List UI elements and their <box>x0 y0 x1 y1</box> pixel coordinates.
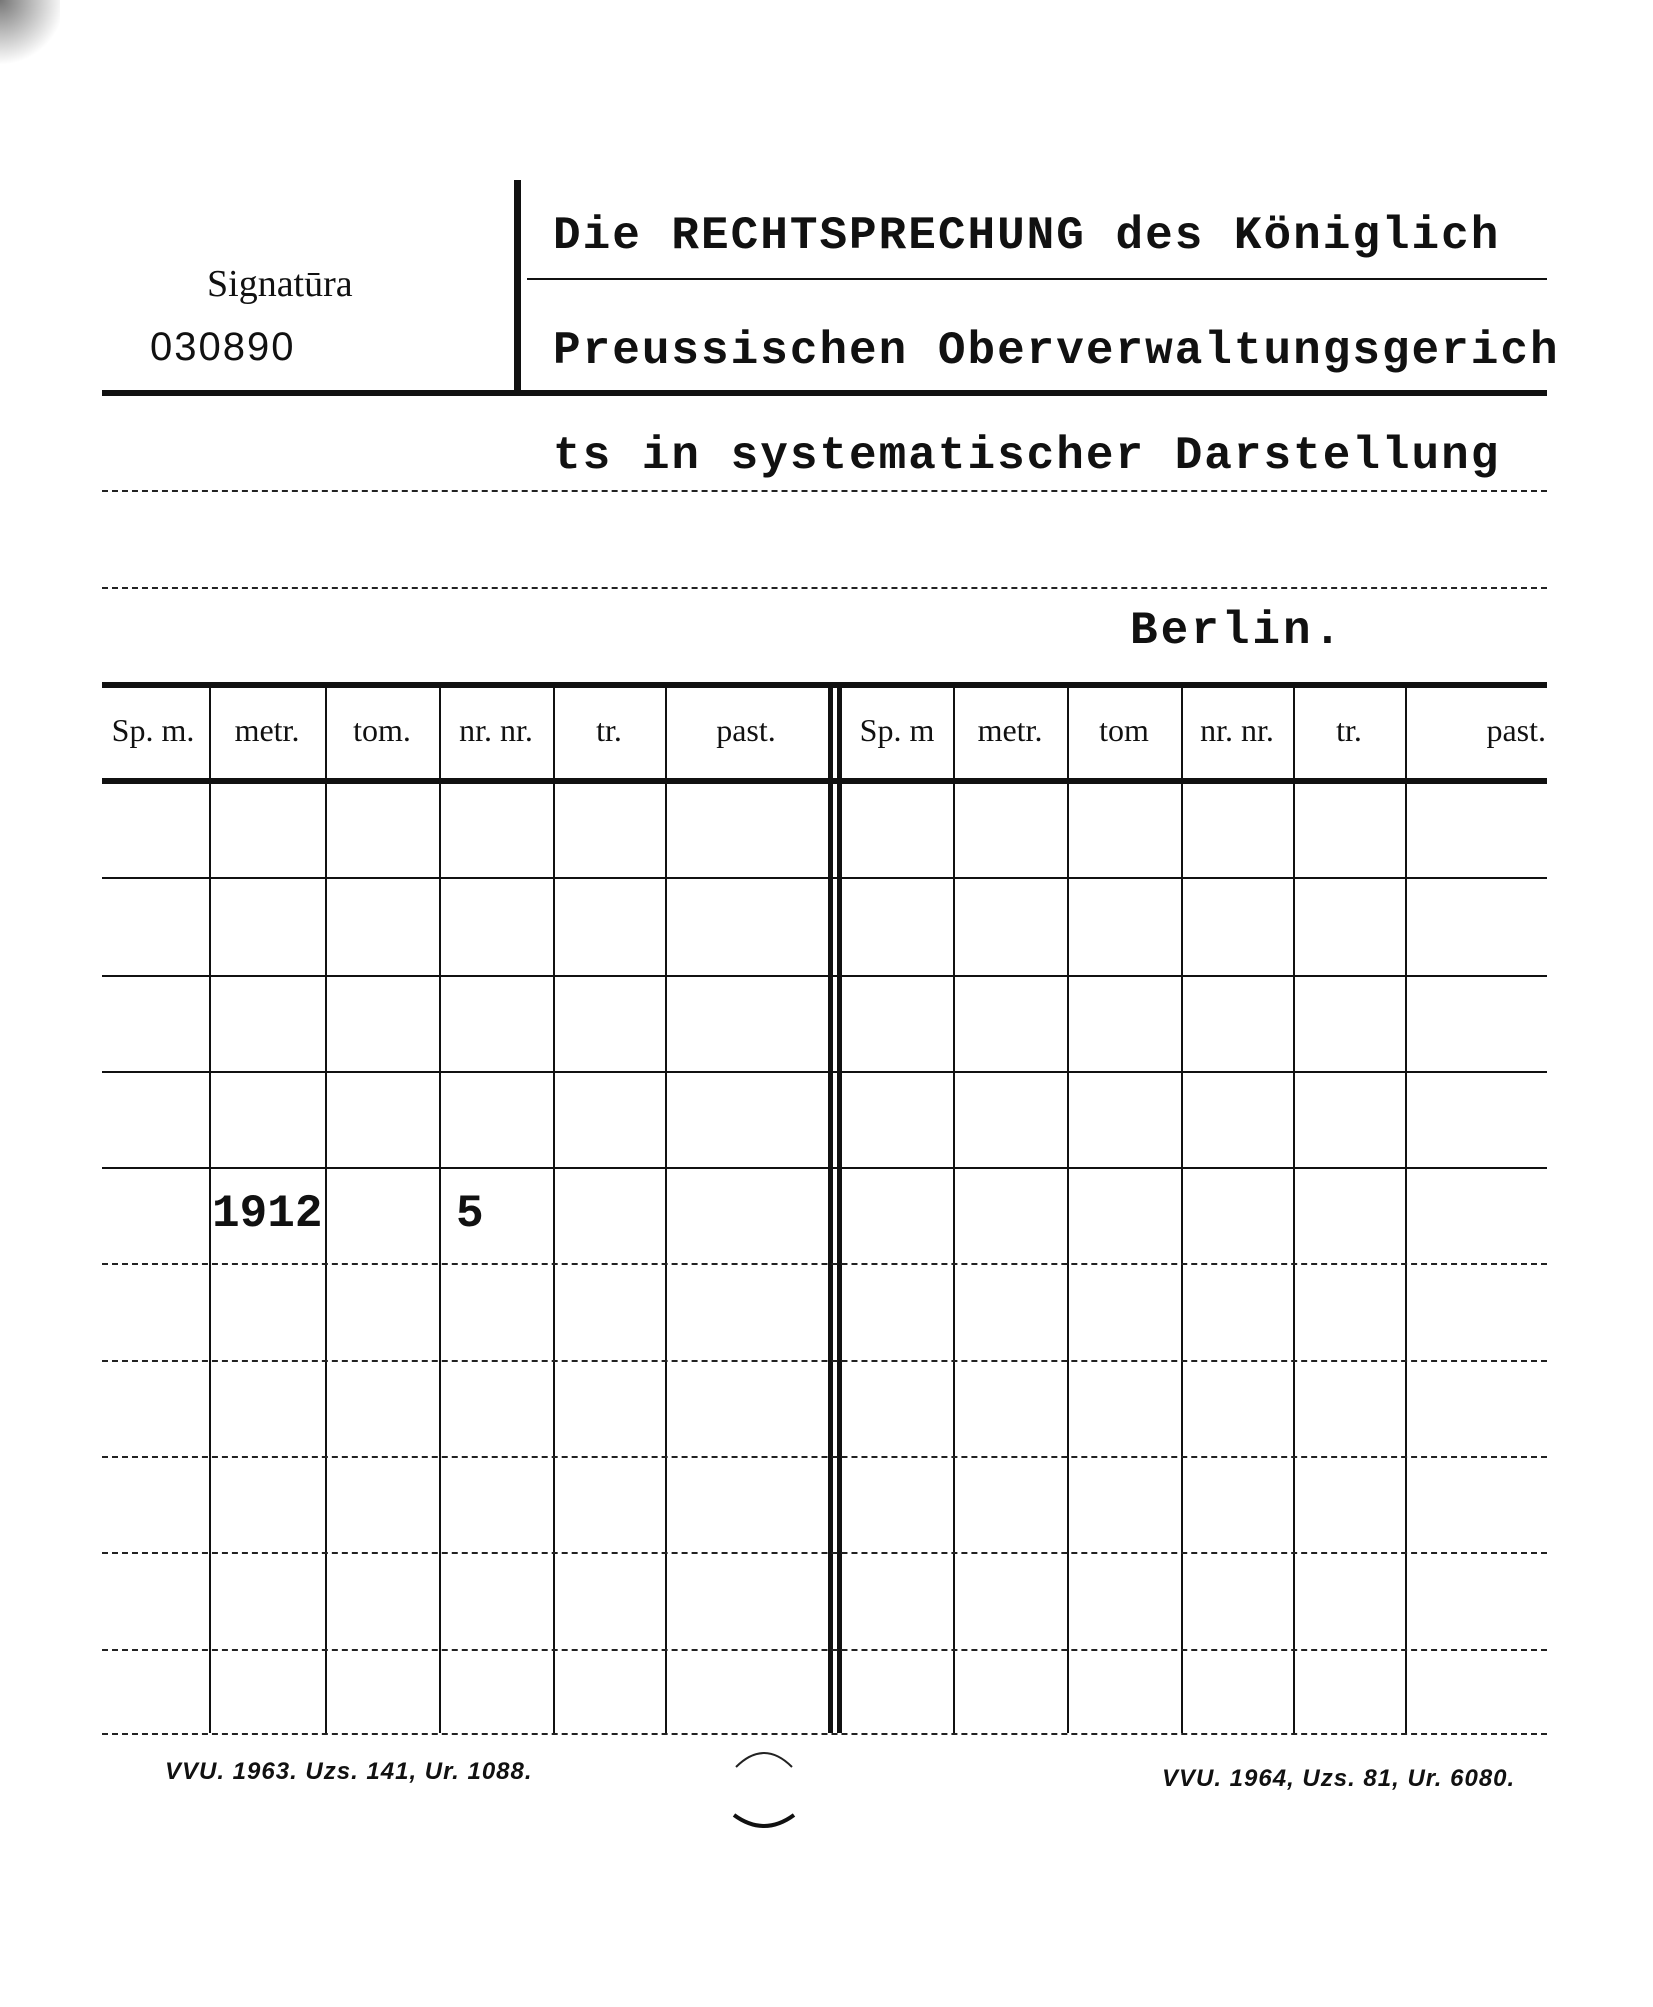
signature-label: Signatūra <box>207 263 353 305</box>
column-line <box>665 688 667 1733</box>
header-sp-m-right: Sp. m <box>859 712 935 748</box>
table-header-rule <box>102 778 1547 784</box>
header-rule-thick <box>102 390 1547 396</box>
row-line <box>102 877 1547 879</box>
title-rule-3 <box>102 490 1547 492</box>
header-past-left: past. <box>716 712 776 748</box>
punch-hole-mark <box>728 1745 800 1835</box>
header-tr-left: tr. <box>596 712 622 748</box>
title-rule-1 <box>527 278 1547 280</box>
row-line <box>102 1552 1547 1554</box>
row-line <box>102 1071 1547 1073</box>
scan-speckle <box>0 0 60 70</box>
center-divider <box>837 688 842 1733</box>
table-bottom-rule <box>102 1733 1547 1735</box>
title-line-3: ts in systematischer Darstellung <box>553 430 1501 482</box>
header-metr-left: metr. <box>234 712 300 748</box>
header-past-right: past. <box>1486 712 1546 748</box>
header-tom-left: tom. <box>353 712 411 748</box>
title-line-1: Die RECHTSPRECHUNG des Königlich <box>553 210 1501 262</box>
header-sp-m-left: Sp. m. <box>111 712 195 748</box>
table-top-rule <box>102 682 1547 688</box>
title-line-2: Preussischen Oberverwaltungsgerich <box>553 325 1560 377</box>
column-line <box>1405 688 1407 1733</box>
footnote-right: VVU. 1964, Uzs. 81, Ur. 6080. <box>1162 1765 1516 1792</box>
column-line <box>209 688 211 1733</box>
column-line <box>1181 688 1183 1733</box>
header-tr-right: tr. <box>1336 712 1362 748</box>
column-line <box>1293 688 1295 1733</box>
column-line <box>553 688 555 1733</box>
header-nr-nr-right: nr. nr. <box>1200 712 1274 748</box>
center-divider <box>828 688 833 1733</box>
row-line <box>102 975 1547 977</box>
row-line <box>102 1263 1547 1265</box>
header-metr-right: metr. <box>977 712 1043 748</box>
row-line <box>102 1167 1547 1169</box>
blank-rule <box>102 587 1547 589</box>
header-tom-right: tom <box>1099 712 1149 748</box>
header-nr-nr-left: nr. nr. <box>459 712 533 748</box>
row-line <box>102 1649 1547 1651</box>
row-line <box>102 1360 1547 1362</box>
header-divider <box>514 180 521 390</box>
column-line <box>439 688 441 1733</box>
column-line <box>953 688 955 1733</box>
entry-nr-nr: 5 <box>456 1188 484 1240</box>
footnote-left: VVU. 1963. Uzs. 141, Ur. 1088. <box>165 1758 533 1785</box>
place-of-publication: Berlin. <box>1130 605 1345 657</box>
entry-metr: 1912 <box>212 1188 323 1240</box>
signature-number: 030890 <box>150 325 296 369</box>
column-line <box>325 688 327 1733</box>
column-line <box>1067 688 1069 1733</box>
row-line <box>102 1456 1547 1458</box>
